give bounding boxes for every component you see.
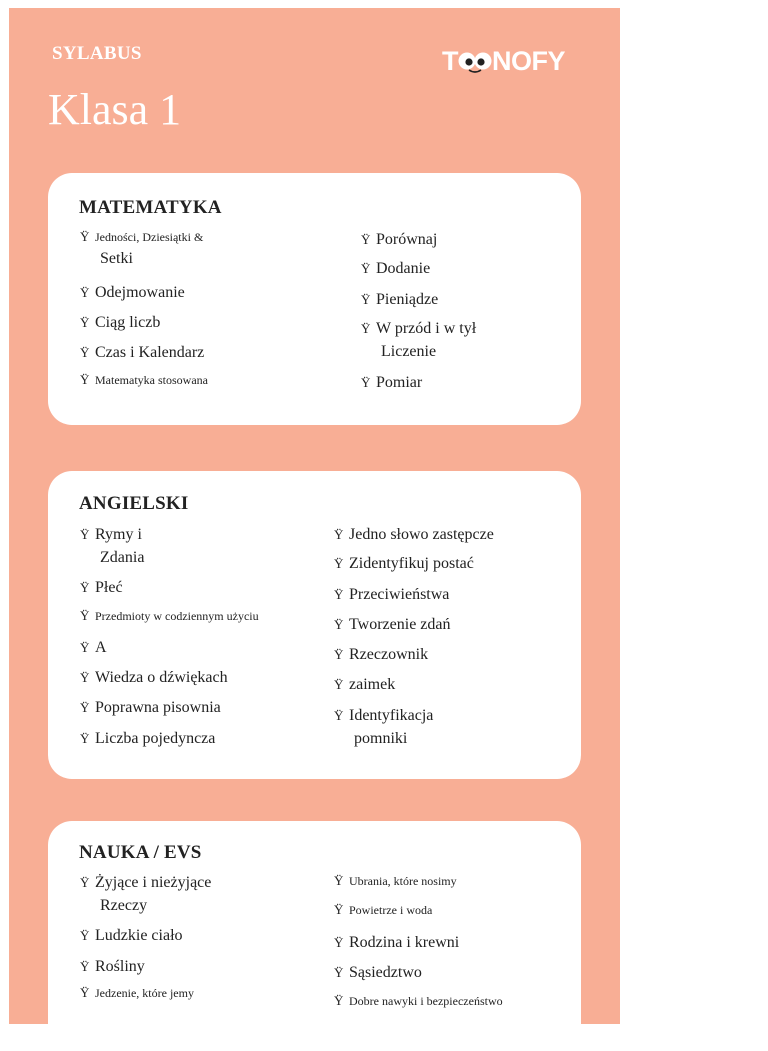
list-item: Ÿ Ludzkie ciało bbox=[80, 924, 183, 947]
list-item: Ÿ Czas i Kalendarz bbox=[80, 341, 204, 364]
bullet-icon: Ÿ bbox=[334, 965, 344, 980]
list-item: Ÿ Tworzenie zdań bbox=[334, 613, 451, 636]
bullet-icon: Ÿ bbox=[80, 229, 90, 244]
list-item: Ÿ Jedzenie, które jemy bbox=[80, 985, 194, 1000]
list-item: Ÿ Sąsiedztwo bbox=[334, 961, 422, 984]
list-item: Ÿ Porównaj bbox=[361, 228, 437, 251]
list-item: Ÿ Jedno słowo zastępcze bbox=[334, 523, 494, 546]
bullet-icon: Ÿ bbox=[80, 985, 90, 1000]
list-item: Ÿ Matematyka stosowana bbox=[80, 372, 208, 387]
bullet-icon: Ÿ bbox=[80, 928, 90, 943]
list-item: Ÿ A bbox=[80, 636, 107, 659]
list-item: Ÿ Pomiar bbox=[361, 371, 422, 394]
list-item: Ÿ Identyfikacja pomniki bbox=[334, 704, 433, 750]
bullet-icon: Ÿ bbox=[334, 647, 344, 662]
list-item: Ÿ Żyjące i nieżyjące Rzeczy bbox=[80, 871, 211, 917]
bullet-icon: Ÿ bbox=[80, 345, 90, 360]
list-item: Ÿ Dodanie bbox=[361, 257, 430, 280]
list-item: Ÿ Poprawna pisownia bbox=[80, 696, 221, 719]
bullet-icon: Ÿ bbox=[334, 587, 344, 602]
logo-text-end: NOFY bbox=[492, 45, 566, 76]
brand-logo bbox=[442, 46, 565, 76]
bullet-icon: Ÿ bbox=[334, 708, 344, 723]
bullet-icon: Ÿ bbox=[334, 902, 344, 917]
eyes-icon bbox=[458, 47, 492, 75]
list-item: Ÿ Przedmioty w codziennym użyciu bbox=[80, 608, 259, 623]
list-item: Ÿ Ubrania, które nosimy bbox=[334, 873, 457, 888]
list-item: Ÿ Rzeczownik bbox=[334, 643, 428, 666]
list-item: Ÿ Przeciwieństwa bbox=[334, 583, 449, 606]
list-item: Ÿ Pieniądze bbox=[361, 288, 438, 311]
bullet-icon: Ÿ bbox=[80, 700, 90, 715]
section-card-math bbox=[48, 173, 581, 425]
bullet-icon: Ÿ bbox=[80, 640, 90, 655]
list-item: Ÿ Rymy i Zdania bbox=[80, 523, 144, 569]
logo-text-start: T bbox=[442, 45, 458, 76]
section-card-english bbox=[48, 471, 581, 779]
bullet-icon: Ÿ bbox=[334, 677, 344, 692]
list-item: Ÿ zaimek bbox=[334, 673, 395, 696]
list-item: Ÿ Rośliny bbox=[80, 955, 145, 978]
list-item: Ÿ Wiedza o dźwiękach bbox=[80, 666, 228, 689]
list-item: Ÿ Ciąg liczb bbox=[80, 311, 160, 334]
syllabus-page bbox=[9, 8, 620, 1024]
bullet-icon: Ÿ bbox=[80, 315, 90, 330]
bullet-icon: Ÿ bbox=[80, 608, 90, 623]
bullet-icon: Ÿ bbox=[361, 292, 371, 307]
bullet-icon: Ÿ bbox=[80, 959, 90, 974]
bullet-icon: Ÿ bbox=[334, 527, 344, 542]
bullet-icon: Ÿ bbox=[80, 670, 90, 685]
bullet-icon: Ÿ bbox=[334, 935, 344, 950]
list-item: Ÿ Jedności, Dziesiątki & Setki bbox=[80, 229, 204, 267]
list-item: Ÿ Dobre nawyki i bezpieczeństwo bbox=[334, 993, 503, 1008]
bullet-icon: Ÿ bbox=[334, 993, 344, 1008]
bullet-icon: Ÿ bbox=[80, 875, 90, 890]
page-kicker: SYLABUS bbox=[52, 43, 142, 64]
list-item: Ÿ W przód i w tył Liczenie bbox=[361, 317, 476, 363]
bullet-icon: Ÿ bbox=[334, 556, 344, 571]
list-item: Ÿ Odejmowanie bbox=[80, 281, 185, 304]
section-title: NAUKA / EVS bbox=[79, 842, 202, 863]
section-title: ANGIELSKI bbox=[79, 493, 189, 514]
page-title: Klasa 1 bbox=[48, 85, 182, 134]
bullet-icon: Ÿ bbox=[80, 731, 90, 746]
bullet-icon: Ÿ bbox=[361, 232, 371, 247]
bullet-icon: Ÿ bbox=[80, 372, 90, 387]
bullet-icon: Ÿ bbox=[334, 873, 344, 888]
bullet-icon: Ÿ bbox=[334, 617, 344, 632]
bullet-icon: Ÿ bbox=[361, 321, 371, 336]
section-card-science bbox=[48, 821, 581, 1051]
bullet-icon: Ÿ bbox=[361, 261, 371, 276]
list-item: Ÿ Powietrze i woda bbox=[334, 902, 433, 917]
list-item: Ÿ Płeć bbox=[80, 576, 123, 599]
list-item: Ÿ Rodzina i krewni bbox=[334, 931, 459, 954]
bullet-icon: Ÿ bbox=[361, 375, 371, 390]
section-title: MATEMATYKA bbox=[79, 197, 222, 218]
bullet-icon: Ÿ bbox=[80, 580, 90, 595]
bullet-icon: Ÿ bbox=[80, 527, 90, 542]
bullet-icon: Ÿ bbox=[80, 285, 90, 300]
list-item: Ÿ Liczba pojedyncza bbox=[80, 727, 215, 750]
list-item: Ÿ Zidentyfikuj postać bbox=[334, 552, 474, 575]
